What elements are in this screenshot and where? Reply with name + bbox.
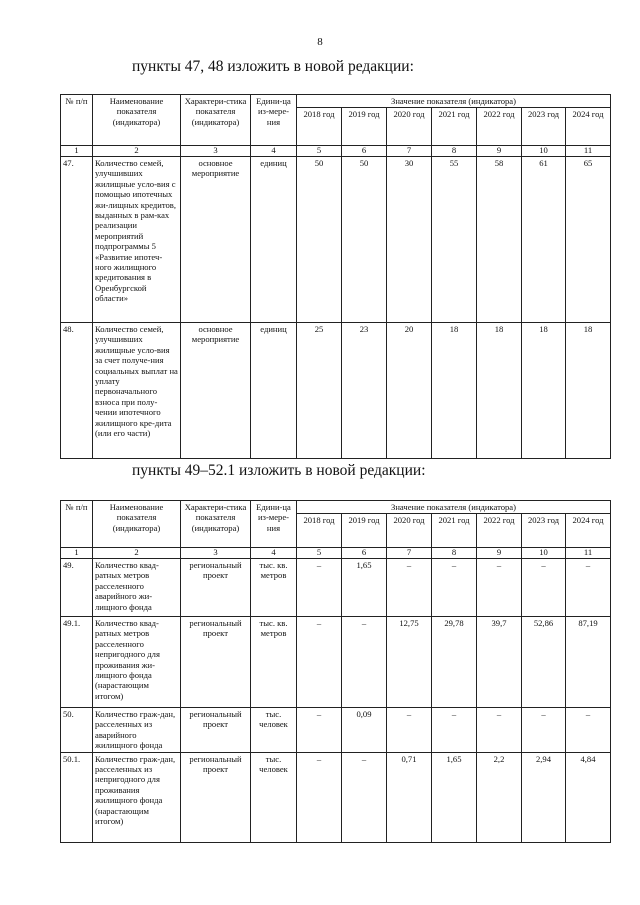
indicator-value: 50 <box>297 156 342 322</box>
column-index: 1 <box>61 548 93 559</box>
indicator-value: 18 <box>566 322 611 458</box>
unit-of-measure: тыс. человек <box>251 752 297 842</box>
indicator-value: – <box>297 558 342 616</box>
column-index: 11 <box>566 146 611 157</box>
unit-of-measure: тыс. кв. метров <box>251 616 297 707</box>
indicator-value: 18 <box>432 322 477 458</box>
header-year: 2021 год <box>432 108 477 146</box>
indicator-value: 18 <box>522 322 566 458</box>
table-row <box>61 156 611 322</box>
column-index: 3 <box>181 146 251 157</box>
row-number: 49. <box>61 558 93 616</box>
indicator-table-2 <box>60 500 611 843</box>
column-index: 4 <box>251 146 297 157</box>
header-year: 2019 год <box>342 108 387 146</box>
header-year: 2021 год <box>432 514 477 548</box>
indicator-value: 50 <box>342 156 387 322</box>
header-value-group: Значение показателя (индикатора) <box>297 501 611 514</box>
indicator-name: Количество квад-ратных метров расселенного аварийного жи-лищного фонда <box>93 558 181 616</box>
indicator-value: – <box>297 707 342 752</box>
indicator-value: – <box>342 616 387 707</box>
header-year: 2018 год <box>297 514 342 548</box>
column-index: 10 <box>522 146 566 157</box>
indicator-value: 65 <box>566 156 611 322</box>
indicator-value: – <box>432 558 477 616</box>
indicator-value: 1,65 <box>432 752 477 842</box>
indicator-value: 0,09 <box>342 707 387 752</box>
indicator-name: Количество граж-дан, расселенных из аварийного жилищного фонда <box>93 707 181 752</box>
column-index: 10 <box>522 548 566 559</box>
unit-of-measure: единиц <box>251 322 297 458</box>
unit-of-measure: единиц <box>251 156 297 322</box>
indicator-value: 2,2 <box>477 752 522 842</box>
header-unit: Едини-ца из-мере-ния <box>251 501 297 548</box>
header-year: 2023 год <box>522 108 566 146</box>
column-index-row <box>61 146 611 157</box>
header-year: 2023 год <box>522 514 566 548</box>
header-name: Наименование показателя (индикатора) <box>93 501 181 548</box>
header-characteristic: Характери-стика показателя (индикатора) <box>181 501 251 548</box>
indicator-value: 25 <box>297 322 342 458</box>
indicator-value: – <box>477 558 522 616</box>
header-row <box>61 501 611 514</box>
column-index: 9 <box>477 548 522 559</box>
header-year: 2024 год <box>566 108 611 146</box>
section-heading-2: пункты 49–52.1 изложить в новой редакции: <box>132 462 426 479</box>
unit-of-measure: тыс. кв. метров <box>251 558 297 616</box>
page-number: 8 <box>317 36 323 48</box>
indicator-characteristic: региональный проект <box>181 752 251 842</box>
indicator-value: 1,65 <box>342 558 387 616</box>
indicator-value: – <box>387 558 432 616</box>
table-row <box>61 322 611 458</box>
indicator-value: 0,71 <box>387 752 432 842</box>
column-index: 5 <box>297 548 342 559</box>
indicator-table-1 <box>60 94 611 459</box>
indicator-value: 52,86 <box>522 616 566 707</box>
header-unit: Едини-ца из-мере-ния <box>251 95 297 146</box>
indicator-name: Количество семей, улучшивших жилищные усло-вия за счет получе-ния социальных выплат на уплату первоначального взноса при полу-чении ипотечного жилищного кре-дита (или его части) <box>93 322 181 458</box>
indicator-characteristic: региональный проект <box>181 707 251 752</box>
unit-of-measure: тыс. человек <box>251 707 297 752</box>
row-number: 47. <box>61 156 93 322</box>
indicator-name: Количество квад-ратных метров расселенного непригодного для проживания жи-лищного фонда (нарастающим итогом) <box>93 616 181 707</box>
header-row <box>61 95 611 108</box>
indicator-value: – <box>297 616 342 707</box>
indicator-value: – <box>297 752 342 842</box>
indicator-value: 23 <box>342 322 387 458</box>
indicator-value: – <box>566 558 611 616</box>
header-name: Наименование показателя (индикатора) <box>93 95 181 146</box>
indicator-value: 30 <box>387 156 432 322</box>
row-number: 49.1. <box>61 616 93 707</box>
column-index: 6 <box>342 146 387 157</box>
column-index: 11 <box>566 548 611 559</box>
indicator-value: – <box>342 752 387 842</box>
indicator-value: – <box>522 707 566 752</box>
indicator-value: 2,94 <box>522 752 566 842</box>
column-index: 6 <box>342 548 387 559</box>
column-index: 2 <box>93 146 181 157</box>
column-index: 9 <box>477 146 522 157</box>
indicator-value: – <box>387 707 432 752</box>
header-num: № п/п <box>61 95 93 146</box>
header-value-group: Значение показателя (индикатора) <box>297 95 611 108</box>
header-num: № п/п <box>61 501 93 548</box>
column-index: 7 <box>387 146 432 157</box>
column-index: 2 <box>93 548 181 559</box>
table-row <box>61 707 611 752</box>
table-row <box>61 616 611 707</box>
indicator-value: 39,7 <box>477 616 522 707</box>
indicator-name: Количество граж-дан, расселенных из непригодного для проживания жилищного фонда (нарастающим итогом) <box>93 752 181 842</box>
column-index: 5 <box>297 146 342 157</box>
column-index: 8 <box>432 548 477 559</box>
indicator-value: 61 <box>522 156 566 322</box>
row-number: 48. <box>61 322 93 458</box>
row-number: 50. <box>61 707 93 752</box>
indicator-value: – <box>477 707 522 752</box>
indicator-value: 58 <box>477 156 522 322</box>
header-year: 2018 год <box>297 108 342 146</box>
indicator-value: 18 <box>477 322 522 458</box>
indicator-value: 4,84 <box>566 752 611 842</box>
indicator-name: Количество семей, улучшивших жилищные усло-вия с помощью ипотечных жи-лищных кредитов, выданных в рам-ках реализации мероприятий подпрограммы 5 «Развитие ипотеч-ного жилищного кредитования в Оренбургской области» <box>93 156 181 322</box>
column-index: 4 <box>251 548 297 559</box>
indicator-value: 87,19 <box>566 616 611 707</box>
header-year: 2022 год <box>477 514 522 548</box>
indicator-value: 55 <box>432 156 477 322</box>
indicator-value: – <box>432 707 477 752</box>
column-index-row <box>61 548 611 559</box>
header-year: 2022 год <box>477 108 522 146</box>
table-row <box>61 558 611 616</box>
column-index: 7 <box>387 548 432 559</box>
section-heading-1: пункты 47, 48 изложить в новой редакции: <box>132 58 414 75</box>
indicator-value: 29,78 <box>432 616 477 707</box>
table-row <box>61 752 611 842</box>
indicator-characteristic: региональный проект <box>181 616 251 707</box>
column-index: 1 <box>61 146 93 157</box>
indicator-characteristic: региональный проект <box>181 558 251 616</box>
indicator-characteristic: основное мероприятие <box>181 156 251 322</box>
row-number: 50.1. <box>61 752 93 842</box>
indicator-characteristic: основное мероприятие <box>181 322 251 458</box>
header-year: 2020 год <box>387 108 432 146</box>
header-characteristic: Характери-стика показателя (индикатора) <box>181 95 251 146</box>
column-index: 3 <box>181 548 251 559</box>
header-year: 2019 год <box>342 514 387 548</box>
indicator-value: 12,75 <box>387 616 432 707</box>
header-year: 2020 год <box>387 514 432 548</box>
indicator-value: – <box>522 558 566 616</box>
column-index: 8 <box>432 146 477 157</box>
header-year: 2024 год <box>566 514 611 548</box>
indicator-value: 20 <box>387 322 432 458</box>
indicator-value: – <box>566 707 611 752</box>
